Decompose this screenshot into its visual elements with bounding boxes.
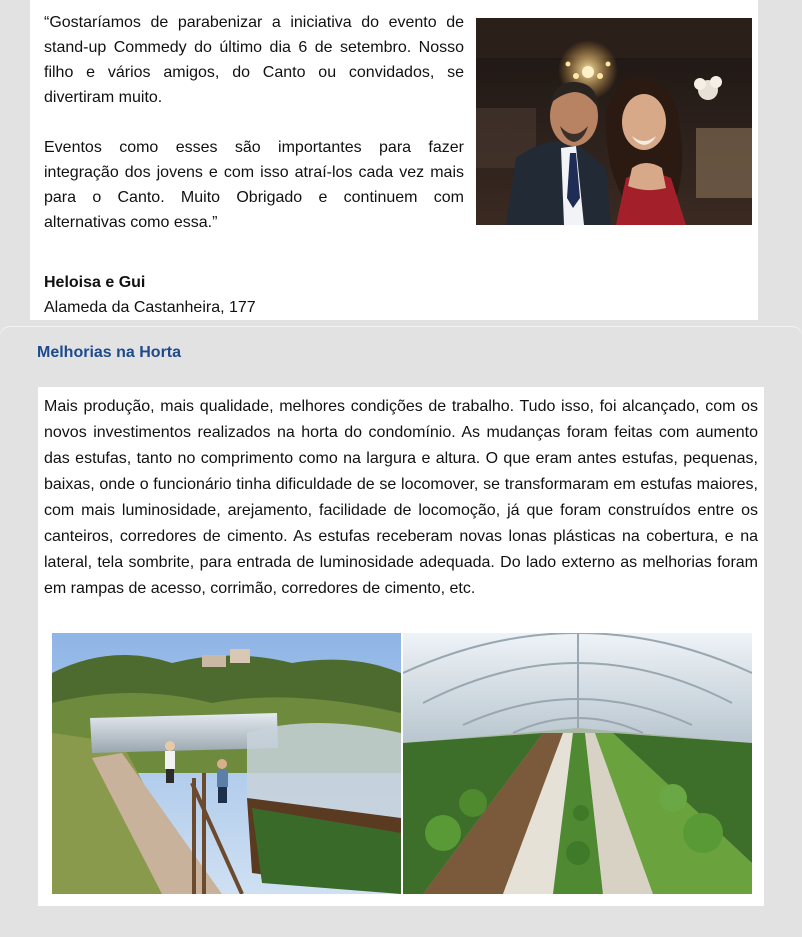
greenhouse-exterior-photo [52,633,401,894]
author-name: Heloisa e Gui [44,274,146,291]
quote-paragraph-2: Eventos como esses são importantes para fazer integração dos jovens e com isso atraí-los cada vez mais para o Canto. Muito Obrigado e continuem com alternativas como essa.” [44,139,464,231]
garden-section [0,326,802,937]
quote-paragraph-1: “Gostaríamos de parabenizar a iniciativa do evento de stand-up Commedy do último dia 6 de setembro. Nosso filho e vários amigos, do Canto ou convidados, se divertiram muito. [44,14,464,106]
testimonial-quote [44,10,464,260]
testimonial-card [30,0,758,320]
section-title: Melhorias na Horta [37,344,182,361]
section-body-text: Mais produção, mais qualidade, melhores condições de trabalho. Tudo isso, foi alcançado, com os novos investimentos realizados na horta do condomínio. As mudanças foram feitas com aumento das estufas, tanto no comprimento como na largura e altura. O que eram antes estufas, pequenas, baixas, onde o funcionário tinha dificuldade de se locomover, se transformaram em estufas maiores, com mais luminosidade, arejamento, facilidade de locomoção, já que foram construídos entre os canteiros, corredores de cimento. As estufas receberam novas lonas plásticas na cobertura, e na lateral, tela sombrite, para entrada de luminosidade adequada. Do lado externo as melhorias foram em rampas de acesso, corrimão, corredores de cimento, etc. [44,398,758,597]
author-address: Alameda da Castanheira, 177 [44,299,256,316]
testimonial-author [44,270,256,320]
greenhouse-interior-photo [403,633,752,894]
couple-photo [476,18,752,225]
section-content-card [38,387,764,906]
